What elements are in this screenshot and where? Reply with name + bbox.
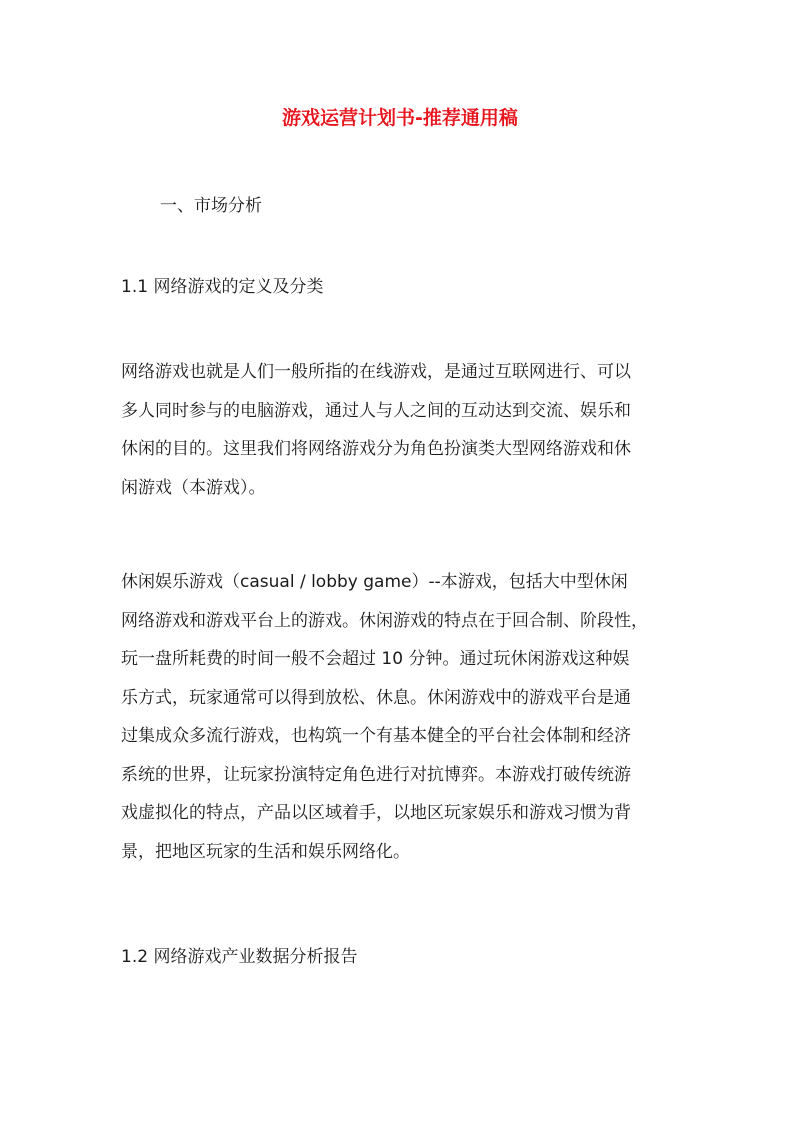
paragraph-line: 网络游戏也就是人们一般所指的在线游戏，是通过互联网进行、可以 (121, 362, 631, 382)
subsection-heading-definition: 1.1 网络游戏的定义及分类 (121, 277, 324, 297)
paragraph-definition (121, 353, 689, 507)
paragraph-line: 玩一盘所耗费的时间一般不会超过 10 分钟。通过玩休闲游戏这种娱 (121, 649, 630, 669)
paragraph-line: 多人同时参与的电脑游戏，通过人与人之间的互动达到交流、娱乐和 (121, 400, 631, 421)
paragraph-line: 休闲的目的。这里我们将网络游戏分为角色扮演类大型网络游戏和休 (121, 439, 631, 459)
paragraph-line: 戏虚拟化的特点，产品以区域着手，以地区玩家娱乐和游戏习惯为背 (121, 803, 631, 823)
subsection-heading-industry-data: 1.2 网络游戏产业数据分析报告 (121, 947, 358, 967)
section-heading-market-analysis: 一、市场分析 (160, 196, 262, 216)
paragraph-line: 景，把地区玩家的生活和娱乐网络化。 (121, 841, 410, 862)
document-title: 游戏运营计划书-推荐通用稿 (282, 107, 518, 129)
paragraph-line: 过集成众多流行游戏，也构筑一个有基本健全的平台社会体制和经济 (121, 726, 631, 746)
paragraph-casual-games (121, 563, 689, 871)
paragraph-line: 休闲娱乐游戏（casual / lobby game）--本游戏，包括大中型休闲 (121, 572, 628, 592)
paragraph-line: 系统的世界，让玩家扮演特定角色进行对抗博弈。本游戏打破传统游 (121, 764, 631, 785)
paragraph-line: 闲游戏（本游戏）。 (121, 477, 266, 498)
paragraph-line: 乐方式，玩家通常可以得到放松、休息。休闲游戏中的游戏平台是通 (121, 687, 631, 708)
paragraph-line: 网络游戏和游戏平台上的游戏。休闲游戏的特点在于回合制、阶段性， (121, 610, 648, 631)
